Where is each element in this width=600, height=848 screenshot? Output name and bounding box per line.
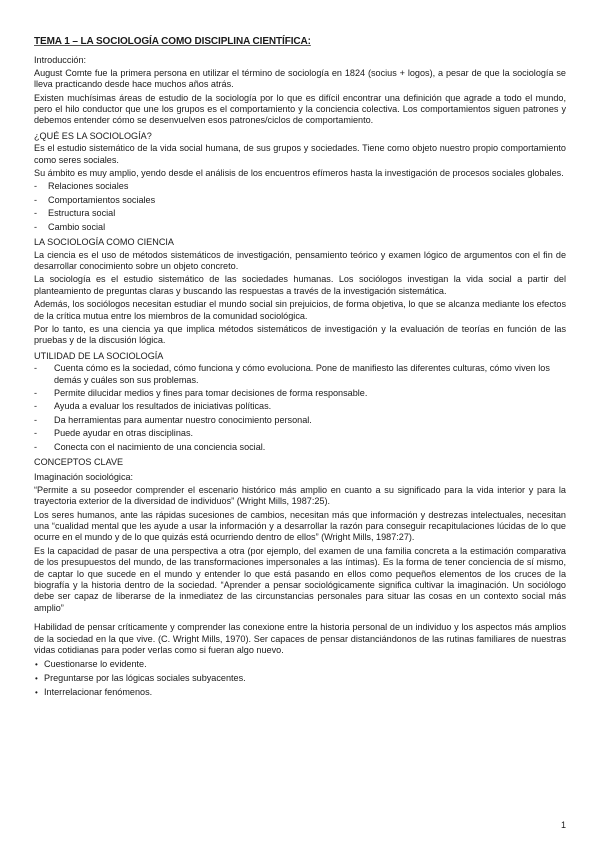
list-item: - Puede ayudar en otras disciplinas. — [34, 428, 566, 439]
utilidad-heading: UTILIDAD DE LA SOCIOLOGÍA — [34, 350, 164, 361]
list-item: • Preguntarse por las lógicas sociales subyacentes. — [34, 673, 566, 684]
list-item: - Ayuda a evaluar los resultados de iniciativas políticas. — [34, 401, 566, 412]
que-es-list — [34, 181, 566, 233]
ciencia-heading: LA SOCIOLOGÍA COMO CIENCIA — [34, 237, 174, 248]
list-item: - Cuenta cómo es la sociedad, cómo funciona y cómo evoluciona. Pone de manifiesto las diferentes culturas, cómo viven los demás y cuáles son sus problemas. — [34, 363, 566, 386]
ciencia-paragraph-1: La ciencia es el uso de métodos sistemáticos de investigación, pensamiento teórico y examen lógico de argumentos con el fin de desarrollar conocimiento sobre un objeto concreto. — [34, 249, 566, 271]
list-item: - Da herramientas para aumentar nuestro conocimiento personal. — [34, 415, 566, 426]
list-item: - Relaciones sociales — [34, 181, 566, 192]
imaginacion-subheading: Imaginación sociológica: — [34, 472, 134, 483]
ciencia-paragraph-2: La sociología es el estudio sistemático de las sociedades humanas. Los sociólogos investigan la vida social a partir del planteamiento de preguntas claras y buscando las respuestas a través de la investigación sistemática. — [34, 274, 566, 296]
conceptos-list — [34, 659, 566, 699]
ciencia-paragraph-3: Además, los sociólogos necesitan estudiar el mundo social sin prejuicios, de forma objetiva, lo que se alcanza mediante los efectos de la crítica mutua entre los miembros de la comunidad sociológica. — [34, 299, 566, 321]
utilidad-list — [34, 363, 566, 453]
list-item: - Cambio social — [34, 222, 566, 233]
document-page — [34, 36, 566, 702]
list-item: - Permite dilucidar medios y fines para tomar decisiones de forma responsable. — [34, 388, 566, 399]
ciencia-paragraph-4: Por lo tanto, es una ciencia ya que implica métodos sistemáticos de investigación y la evaluación de teorías en función de las pruebas y de la discusión lógica. — [34, 323, 566, 346]
intro-paragraph-2: Existen muchísimas áreas de estudio de la sociología por lo que es difícil encontrar una definición que agrade a todo el mundo, pero el hilo conductor que une los grupos es el comportamiento y la conciencia colectiva. Los comportamientos siguen patrones y debemos entender cómo se desenvuelven esos patrones/ciclos de comportamiento. — [34, 92, 566, 126]
conceptos-paragraph-1: “Permite a su poseedor comprender el escenario histórico más amplio en cuanto a su significado para la vida interior y para la trayectoria exterior de la diversidad de individuos” (Wright Mills, 1987:25). — [34, 484, 566, 507]
list-item: - Comportamientos sociales — [34, 195, 566, 206]
conceptos-paragraph-4: Habilidad de pensar críticamente y comprender las conexione entre la historia personal de un individuo y los aspectos más amplios de la sociedad en la que vive. (C. Wright Mills, 1970). Ser capaces de pensar distanciándonos de las rutinas familiares de nuestras vidas cotidianas para poder verlas como si fueran algo nuevo. — [34, 622, 566, 656]
que-es-paragraph-1: Es el estudio sistemático de la vida social humana, de sus grupos y sociedades. Tiene como objeto nuestro propio comportamiento como seres sociales. — [34, 143, 566, 165]
conceptos-paragraph-3: Es la capacidad de pasar de una perspectiva a otra (por ejemplo, del examen de una familia concreta a la estimación comparativa de los presupuestos del mundo, de las transformaciones impersonales a las íntimas). Es la forma de tener conciencia de sí mismo, de captar lo que sucede en el mundo y entender lo que está pasando en ellos como pequeños elementos de los cruces de la biografía y la historia dentro de la sociedad. “Aprender a pensar sociológicamente significa cultivar la imaginación. Un sociólogo debe ser capaz de liberarse de la inmediatez de las circunstancias personales para situar las cosas en un contexto social más amplio” — [34, 545, 566, 613]
intro-paragraph-1: August Comte fue la primera persona en utilizar el término de sociología en 1824 (socius + logos), a pesar de que la sociología se lleva practicando desde hace muchos años atrás. — [34, 67, 566, 90]
list-item: - Conecta con el nacimiento de una conciencia social. — [34, 442, 566, 453]
document-title: TEMA 1 – LA SOCIOLOGÍA COMO DISCIPLINA CIENTÍFICA: — [34, 36, 311, 47]
list-item: • Cuestionarse lo evidente. — [34, 659, 566, 670]
conceptos-heading: CONCEPTOS CLAVE — [34, 457, 124, 467]
list-item: • Interrelacionar fenómenos. — [34, 687, 566, 698]
list-item: - Estructura social — [34, 208, 566, 219]
que-es-paragraph-2: Su ámbito es muy amplio, yendo desde el análisis de los encuentros efímeros hasta la investigación de procesos sociales globales. — [34, 168, 564, 179]
intro-heading: Introducción: — [34, 55, 87, 66]
page-number: 1 — [560, 820, 566, 830]
que-es-heading: ¿QUÉ ES LA SOCIOLOGÍA? — [34, 130, 152, 141]
conceptos-paragraph-2: Los seres humanos, ante las rápidas sucesiones de cambios, necesitan más que información y destrezas intelectuales, necesitan una “cualidad mental que les ayude a usar la información y a desarrollar la razón para conseguir recapitulaciones lúcidas de lo que ocurre en el mundo y de lo que quizás está ocurriendo dentro de ellos” (Wright Mills, 1987:27). — [34, 509, 566, 543]
